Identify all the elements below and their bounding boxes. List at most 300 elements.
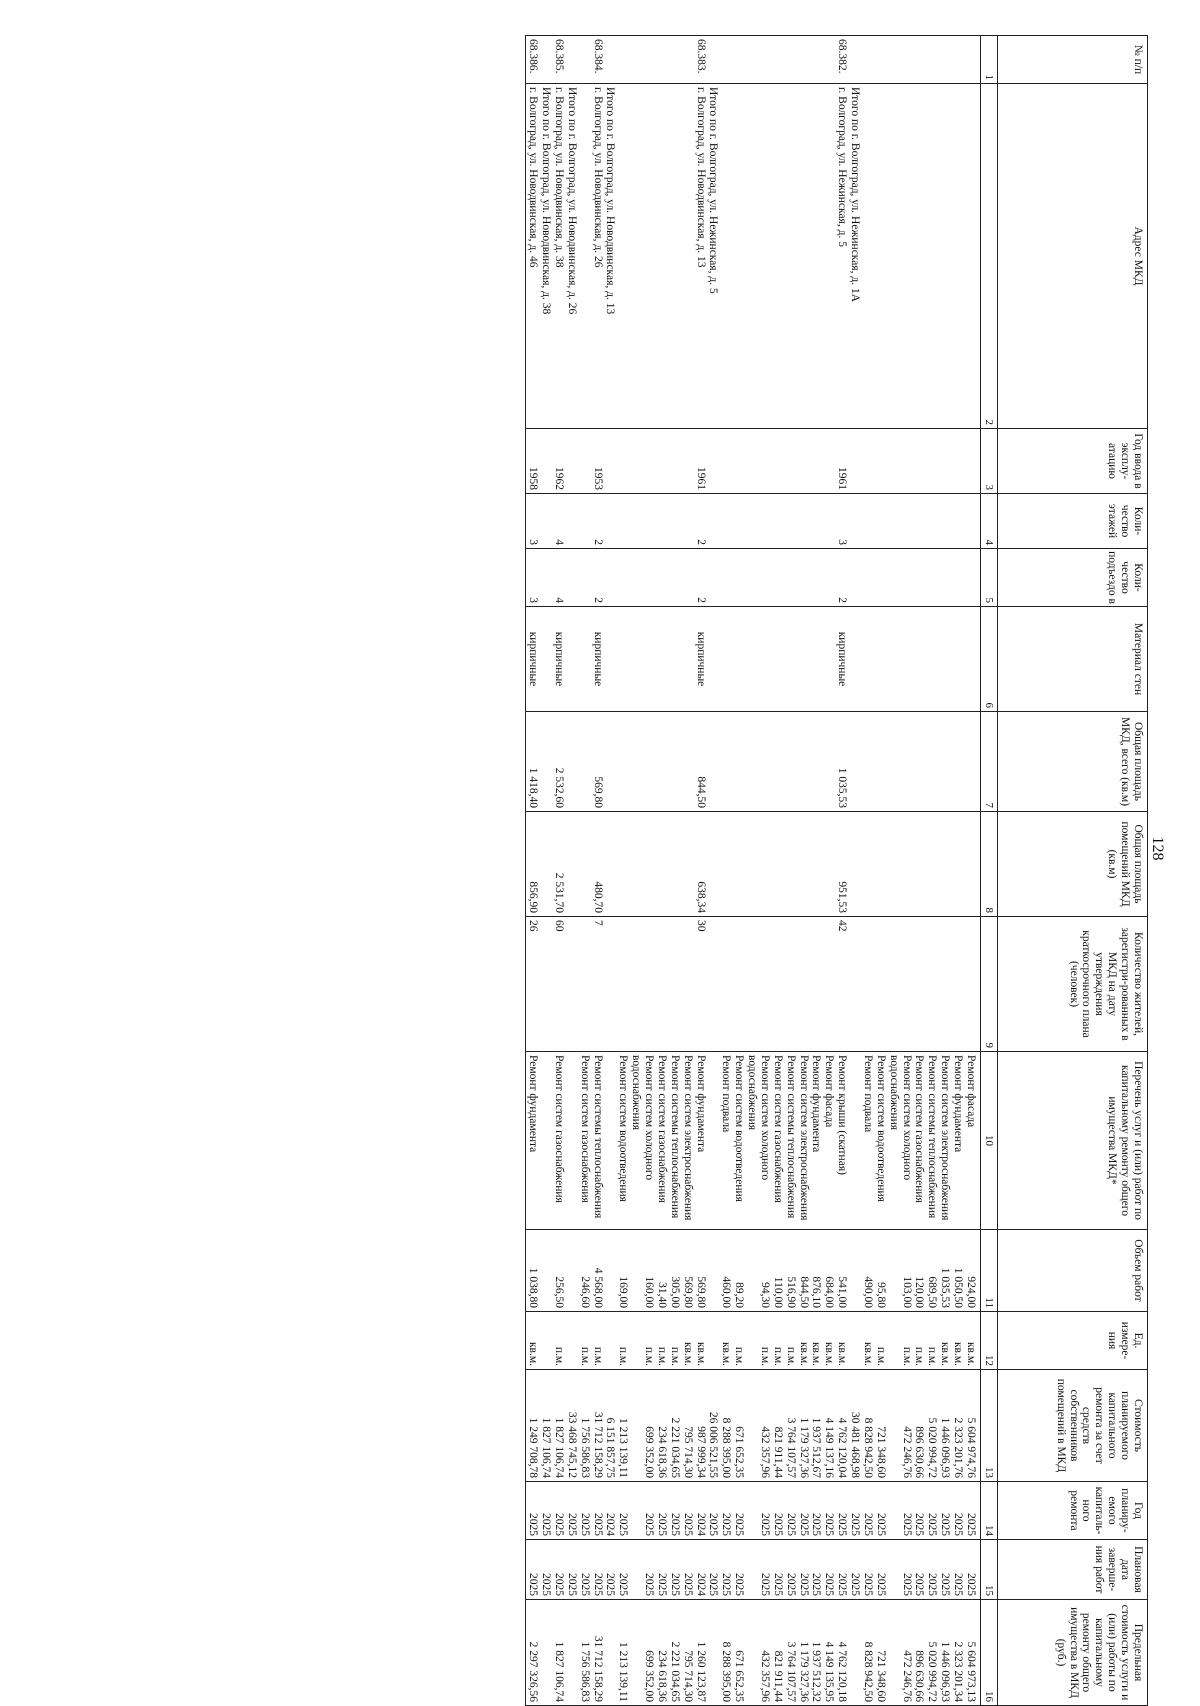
cell-c12: п.м. xyxy=(552,1312,565,1370)
cell-c7 xyxy=(617,712,630,812)
cell-c2: г. Волгоград, ул. Новодвинская, д. 26 xyxy=(591,84,604,429)
cell-c13: 31 712 158,29 xyxy=(591,1370,604,1482)
cell-c4 xyxy=(771,494,784,549)
col-header: Материал стен xyxy=(998,607,1148,712)
cell-c5: 2 xyxy=(835,549,848,607)
cell-c12 xyxy=(604,1312,617,1370)
table-row xyxy=(887,36,913,1706)
cell-c3 xyxy=(964,429,980,494)
cell-c2 xyxy=(784,84,797,429)
cell-c12: кв.м. xyxy=(823,1312,836,1370)
cell-c15: 2025 xyxy=(629,1540,655,1600)
col-header: Общая площадь помещений МКД (кв.м) xyxy=(998,812,1148,917)
cell-c7 xyxy=(951,712,964,812)
cell-c6 xyxy=(938,607,951,712)
page-number: 128 xyxy=(1149,836,1166,861)
cell-c11: 684,00 xyxy=(823,1230,836,1312)
cell-c14: 2025 xyxy=(526,1482,539,1540)
table-row xyxy=(938,36,951,1706)
cell-c7 xyxy=(578,712,591,812)
cell-c2 xyxy=(861,84,874,429)
table-row xyxy=(964,36,980,1706)
cell-c16: 31 712 158,29 xyxy=(591,1600,604,1706)
cell-c2: Итого по г. Волгоград, ул. Новодвинская, д. 26 xyxy=(565,84,578,429)
cell-c1 xyxy=(951,36,964,84)
cell-c13: 4 762 120,04 xyxy=(835,1370,848,1482)
cell-c2: г. Волгоград, ул. Нежинская, д. 5 xyxy=(835,84,848,429)
cell-c16: 5 020 994,72 xyxy=(926,1600,939,1706)
cell-c6: кирпичные xyxy=(694,607,707,712)
cell-c13: 795 714,30 xyxy=(681,1370,694,1482)
cell-c7: 1 418,40 xyxy=(526,712,539,812)
cell-c11 xyxy=(707,1230,720,1312)
cell-c2 xyxy=(964,84,980,429)
cell-c15: 2025 xyxy=(539,1540,552,1600)
cell-c3 xyxy=(539,429,552,494)
cell-c9 xyxy=(938,917,951,1052)
cell-c3 xyxy=(887,429,913,494)
table-row xyxy=(810,36,823,1706)
cell-c13: 3 764 107,57 xyxy=(784,1370,797,1482)
cell-c1 xyxy=(810,36,823,84)
table-row xyxy=(784,36,797,1706)
cell-c5 xyxy=(938,549,951,607)
cell-c8 xyxy=(848,812,861,917)
col-number: 14 xyxy=(981,1482,998,1540)
cell-c8 xyxy=(604,812,617,917)
cell-c9: 26 xyxy=(526,917,539,1052)
cell-c7 xyxy=(797,712,810,812)
cell-c13: 1 827 106,74 xyxy=(552,1370,565,1482)
cell-c12: кв.м. xyxy=(938,1312,951,1370)
cell-c15: 2025 xyxy=(591,1540,604,1600)
cell-c1 xyxy=(617,36,630,84)
cell-c1 xyxy=(539,36,552,84)
col-number: 9 xyxy=(981,917,998,1052)
table-row xyxy=(823,36,836,1706)
cell-c16: 234 618,36 xyxy=(655,1600,668,1706)
cell-c8 xyxy=(539,812,552,917)
cell-c14: 2025 xyxy=(552,1482,565,1540)
cell-c5 xyxy=(565,549,578,607)
cell-c10: Ремонт фундамента xyxy=(526,1052,539,1230)
cell-c10: Ремонт системы теплоснабжения xyxy=(591,1052,604,1230)
cell-c14: 2025 xyxy=(745,1482,771,1540)
col-header: Стоимость планируемого капитального ремонта за счет средств собственников помещений в МКД xyxy=(998,1370,1148,1482)
cell-c7 xyxy=(720,712,733,812)
cell-c10: Ремонт систем электроснабжения xyxy=(797,1052,810,1230)
cell-c9 xyxy=(720,917,733,1052)
cell-c8 xyxy=(720,812,733,917)
cell-c7 xyxy=(681,712,694,812)
cell-c7 xyxy=(668,712,681,812)
col-number: 4 xyxy=(981,494,998,549)
cell-c13: 721 348,60 xyxy=(874,1370,887,1482)
cell-c12: кв.м. xyxy=(810,1312,823,1370)
cell-c5 xyxy=(720,549,733,607)
cell-c7 xyxy=(707,712,720,812)
cell-c11: 490,00 xyxy=(861,1230,874,1312)
cell-c14: 2025 xyxy=(578,1482,591,1540)
cell-c8: 856,90 xyxy=(526,812,539,917)
cell-c3 xyxy=(720,429,733,494)
col-number: 7 xyxy=(981,712,998,812)
cell-c11: 89,20 xyxy=(732,1230,745,1312)
cell-c14: 2025 xyxy=(835,1482,848,1540)
cell-c7 xyxy=(810,712,823,812)
table-body xyxy=(526,36,981,1706)
cell-c11: 169,00 xyxy=(617,1230,630,1312)
cell-c5: 2 xyxy=(694,549,707,607)
cell-c16: 8 288 395,00 xyxy=(720,1600,733,1706)
cell-c7 xyxy=(629,712,655,812)
cell-c2 xyxy=(732,84,745,429)
cell-c13: 234 618,36 xyxy=(655,1370,668,1482)
cell-c5 xyxy=(604,549,617,607)
cell-c13: 1 446 096,93 xyxy=(938,1370,951,1482)
cell-c8 xyxy=(938,812,951,917)
cell-c5 xyxy=(913,549,926,607)
cell-c12: п.м. xyxy=(655,1312,668,1370)
cell-c4 xyxy=(887,494,913,549)
cell-c3 xyxy=(913,429,926,494)
cell-c15: 2025 xyxy=(565,1540,578,1600)
cell-c12: кв.м. xyxy=(861,1312,874,1370)
cell-c7 xyxy=(745,712,771,812)
col-number: 6 xyxy=(981,607,998,712)
cell-c2 xyxy=(655,84,668,429)
col-header: Коли-чество подъездо в xyxy=(998,549,1148,607)
cell-c5 xyxy=(655,549,668,607)
cell-c13: 8 828 942,50 xyxy=(861,1370,874,1482)
cell-c15: 2025 xyxy=(784,1540,797,1600)
cell-c15: 2025 xyxy=(604,1540,617,1600)
cell-c12: п.м. xyxy=(591,1312,604,1370)
cell-c1: 68.382. xyxy=(835,36,848,84)
cell-c14: 2025 xyxy=(668,1482,681,1540)
cell-c14: 2025 xyxy=(629,1482,655,1540)
cell-c14: 2025 xyxy=(887,1482,913,1540)
cell-c4 xyxy=(913,494,926,549)
cell-c6 xyxy=(565,607,578,712)
cell-c13: 2 323 201,76 xyxy=(951,1370,964,1482)
cell-c14: 2025 xyxy=(861,1482,874,1540)
cell-c3 xyxy=(681,429,694,494)
cell-c9 xyxy=(771,917,784,1052)
cell-c4 xyxy=(745,494,771,549)
cell-c13: 1 827 106,74 xyxy=(539,1370,552,1482)
cell-c11: 1 035,53 xyxy=(938,1230,951,1312)
cell-c12: кв.м. xyxy=(835,1312,848,1370)
cell-c14: 2025 xyxy=(874,1482,887,1540)
cell-c8 xyxy=(887,812,913,917)
col-number: 15 xyxy=(981,1540,998,1600)
col-header: Плановая дата заверше-ния работ xyxy=(998,1540,1148,1600)
cell-c4 xyxy=(604,494,617,549)
cell-c1 xyxy=(848,36,861,84)
cell-c9 xyxy=(861,917,874,1052)
cell-c16: 1 446 096,93 xyxy=(938,1600,951,1706)
cell-c14: 2025 xyxy=(810,1482,823,1540)
table-row xyxy=(629,36,655,1706)
cell-c9 xyxy=(745,917,771,1052)
cell-c12: кв.м. xyxy=(720,1312,733,1370)
cell-c12: п.м. xyxy=(578,1312,591,1370)
cell-c4 xyxy=(539,494,552,549)
cell-c9 xyxy=(707,917,720,1052)
subtotal-row xyxy=(539,36,552,1706)
cell-c4 xyxy=(655,494,668,549)
cell-c6 xyxy=(926,607,939,712)
cell-c12: п.м. xyxy=(887,1312,913,1370)
cell-c2 xyxy=(810,84,823,429)
repair-plan-table xyxy=(525,35,1148,1706)
cell-c4 xyxy=(617,494,630,549)
cell-c14: 2025 xyxy=(707,1482,720,1540)
cell-c11: 460,00 xyxy=(720,1230,733,1312)
cell-c4 xyxy=(565,494,578,549)
cell-c7 xyxy=(823,712,836,812)
cell-c15: 2025 xyxy=(823,1540,836,1600)
cell-c8 xyxy=(771,812,784,917)
cell-c16 xyxy=(848,1600,861,1706)
cell-c16: 8 828 942,50 xyxy=(861,1600,874,1706)
cell-c9 xyxy=(617,917,630,1052)
cell-c15: 2025 xyxy=(707,1540,720,1600)
cell-c6 xyxy=(861,607,874,712)
cell-c10: Ремонт систем водоотведения xyxy=(732,1052,745,1230)
cell-c16 xyxy=(565,1600,578,1706)
cell-c10 xyxy=(539,1052,552,1230)
cell-c9 xyxy=(797,917,810,1052)
cell-c16: 472 246,76 xyxy=(887,1600,913,1706)
col-header: Ед. измере-ния xyxy=(998,1312,1148,1370)
cell-c6 xyxy=(784,607,797,712)
cell-c7 xyxy=(913,712,926,812)
cell-c6 xyxy=(771,607,784,712)
cell-c5: 4 xyxy=(552,549,565,607)
cell-c6 xyxy=(745,607,771,712)
cell-c8 xyxy=(655,812,668,917)
table-row xyxy=(797,36,810,1706)
cell-c9 xyxy=(681,917,694,1052)
subtotal-row xyxy=(707,36,720,1706)
cell-c5 xyxy=(732,549,745,607)
cell-c1 xyxy=(938,36,951,84)
cell-c4 xyxy=(732,494,745,549)
cell-c9 xyxy=(951,917,964,1052)
cell-c1 xyxy=(668,36,681,84)
cell-c5: 2 xyxy=(591,549,604,607)
cell-c11: 246,60 xyxy=(578,1230,591,1312)
cell-c12 xyxy=(848,1312,861,1370)
table-row xyxy=(617,36,630,1706)
cell-c3 xyxy=(707,429,720,494)
cell-c15: 2025 xyxy=(913,1540,926,1600)
cell-c10: Ремонт фундамента xyxy=(951,1052,964,1230)
cell-c11: 103,00 xyxy=(887,1230,913,1312)
cell-c5 xyxy=(887,549,913,607)
col-header: Адрес МКД xyxy=(998,84,1148,429)
cell-c3 xyxy=(617,429,630,494)
cell-c12: п.м. xyxy=(732,1312,745,1370)
cell-c1 xyxy=(861,36,874,84)
table-row xyxy=(578,36,591,1706)
cell-c13: 821 911,44 xyxy=(771,1370,784,1482)
col-number: 16 xyxy=(981,1600,998,1706)
cell-c6 xyxy=(539,607,552,712)
cell-c15: 2025 xyxy=(655,1540,668,1600)
cell-c15: 2025 xyxy=(874,1540,887,1600)
cell-c6: кирпичные xyxy=(591,607,604,712)
cell-c16 xyxy=(539,1600,552,1706)
table-row xyxy=(874,36,887,1706)
cell-c9 xyxy=(848,917,861,1052)
cell-c2 xyxy=(745,84,771,429)
cell-c5 xyxy=(951,549,964,607)
cell-c14: 2025 xyxy=(720,1482,733,1540)
cell-c7 xyxy=(655,712,668,812)
cell-c15: 2025 xyxy=(938,1540,951,1600)
cell-c14: 2025 xyxy=(591,1482,604,1540)
cell-c11: 569,80 xyxy=(694,1230,707,1312)
cell-c8 xyxy=(964,812,980,917)
cell-c16: 4 762 120,18 xyxy=(835,1600,848,1706)
cell-c11 xyxy=(539,1230,552,1312)
cell-c11: 541,00 xyxy=(835,1230,848,1312)
cell-c9 xyxy=(604,917,617,1052)
cell-c13: 5 604 974,76 xyxy=(964,1370,980,1482)
col-header: Перечень услуг и (или) работ по капитальному ремонту общего имущества МКД* xyxy=(998,1052,1148,1230)
cell-c1 xyxy=(913,36,926,84)
cell-c16: 1 213 139,11 xyxy=(617,1600,630,1706)
cell-c16: 4 149 135,95 xyxy=(823,1600,836,1706)
cell-c11: 1 038,80 xyxy=(526,1230,539,1312)
cell-c3 xyxy=(771,429,784,494)
subtotal-row xyxy=(604,36,617,1706)
cell-c8: 951,53 xyxy=(835,812,848,917)
cell-c9: 7 xyxy=(591,917,604,1052)
cell-c15: 2025 xyxy=(617,1540,630,1600)
table-row xyxy=(745,36,771,1706)
cell-c16: 821 911,44 xyxy=(771,1600,784,1706)
cell-c1 xyxy=(720,36,733,84)
cell-c4: 3 xyxy=(835,494,848,549)
cell-c8 xyxy=(784,812,797,917)
cell-c13: 26 006 521,55 xyxy=(707,1370,720,1482)
cell-c4 xyxy=(681,494,694,549)
cell-c1 xyxy=(745,36,771,84)
cell-c8 xyxy=(745,812,771,917)
cell-c1 xyxy=(771,36,784,84)
cell-c1 xyxy=(784,36,797,84)
cell-c14: 2025 xyxy=(617,1482,630,1540)
cell-c10: Ремонт систем газоснабжения xyxy=(552,1052,565,1230)
cell-c10: Ремонт систем газоснабжения xyxy=(913,1052,926,1230)
cell-c6 xyxy=(604,607,617,712)
cell-c5 xyxy=(823,549,836,607)
cell-c2 xyxy=(913,84,926,429)
table-row xyxy=(681,36,694,1706)
cell-c13: 1 213 139,11 xyxy=(617,1370,630,1482)
cell-c9: 60 xyxy=(552,917,565,1052)
cell-c11: 876,10 xyxy=(810,1230,823,1312)
col-header: Общая площадь МКД, всего (кв.м) xyxy=(998,712,1148,812)
cell-c7 xyxy=(938,712,951,812)
col-header: Предельная стоимость услуги и (или) работы по капитальному ремонту общего имущества в МКД (руб.) xyxy=(998,1600,1148,1706)
cell-c4 xyxy=(668,494,681,549)
cell-c13: 5 020 994,72 xyxy=(926,1370,939,1482)
cell-c9 xyxy=(887,917,913,1052)
cell-c6 xyxy=(964,607,980,712)
cell-c10: Ремонт систем электроснабжения xyxy=(681,1052,694,1230)
cell-c13: 671 652,35 xyxy=(732,1370,745,1482)
cell-c5 xyxy=(771,549,784,607)
cell-c10 xyxy=(565,1052,578,1230)
cell-c11: 1 050,50 xyxy=(951,1230,964,1312)
cell-c8 xyxy=(951,812,964,917)
cell-c15: 2025 xyxy=(951,1540,964,1600)
cell-c1 xyxy=(578,36,591,84)
cell-c7 xyxy=(861,712,874,812)
cell-c6 xyxy=(732,607,745,712)
cell-c10: Ремонт систем холодного водоснабжения xyxy=(629,1052,655,1230)
table-row xyxy=(526,36,539,1706)
cell-c13: 1 249 708,78 xyxy=(526,1370,539,1482)
cell-c13: 1 179 327,36 xyxy=(797,1370,810,1482)
col-header: Год планиру-емого капиталь-ного ремонта xyxy=(998,1482,1148,1540)
cell-c9 xyxy=(823,917,836,1052)
cell-c10: Ремонт системы теплоснабжения xyxy=(668,1052,681,1230)
cell-c1 xyxy=(823,36,836,84)
cell-c4 xyxy=(823,494,836,549)
cell-c3: 1958 xyxy=(526,429,539,494)
cell-c3 xyxy=(810,429,823,494)
cell-c11 xyxy=(565,1230,578,1312)
cell-c6 xyxy=(617,607,630,712)
table-row xyxy=(591,36,604,1706)
table-row xyxy=(913,36,926,1706)
cell-c14: 2025 xyxy=(926,1482,939,1540)
cell-c8 xyxy=(810,812,823,917)
table-row xyxy=(655,36,668,1706)
cell-c16: 1 827 106,74 xyxy=(552,1600,565,1706)
cell-c16: 721 348,60 xyxy=(874,1600,887,1706)
cell-c6 xyxy=(668,607,681,712)
cell-c15: 2025 xyxy=(552,1540,565,1600)
cell-c10: Ремонт крыши (скатная) xyxy=(835,1052,848,1230)
cell-c11 xyxy=(604,1230,617,1312)
cell-c3 xyxy=(745,429,771,494)
cell-c4 xyxy=(964,494,980,549)
cell-c14: 2025 xyxy=(655,1482,668,1540)
cell-c10 xyxy=(707,1052,720,1230)
cell-c4: 3 xyxy=(526,494,539,549)
cell-c4 xyxy=(874,494,887,549)
cell-c7 xyxy=(887,712,913,812)
cell-c10: Ремонт систем водоотведения xyxy=(617,1052,630,1230)
cell-c12: п.м. xyxy=(874,1312,887,1370)
cell-c4 xyxy=(810,494,823,549)
cell-c15: 2025 xyxy=(578,1540,591,1600)
cell-c13: 2 221 034,65 xyxy=(668,1370,681,1482)
cell-c9 xyxy=(926,917,939,1052)
cell-c14: 2025 xyxy=(964,1482,980,1540)
cell-c7 xyxy=(565,712,578,812)
column-number-row xyxy=(981,36,998,1706)
cell-c6 xyxy=(629,607,655,712)
col-header: № п/п xyxy=(998,36,1148,84)
